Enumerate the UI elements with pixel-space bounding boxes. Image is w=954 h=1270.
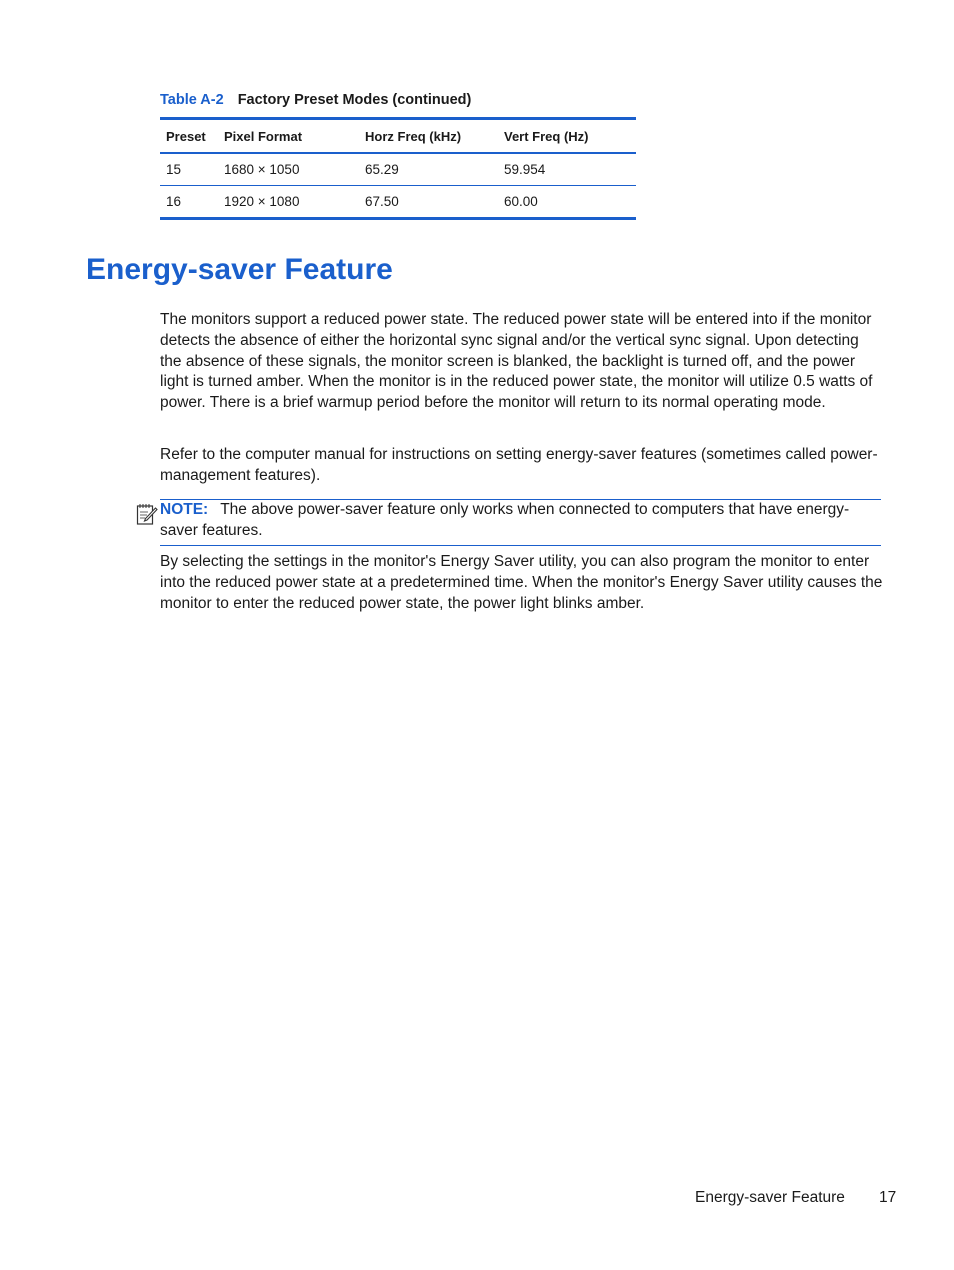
note-pencil-icon [136, 502, 158, 526]
note-text: The above power-saver feature only works when connected to computers that have energy-saver features. [160, 501, 850, 539]
cell-pixel-format: 1680 × 1050 [224, 162, 300, 177]
body-paragraph-1: The monitors support a reduced power state. The reduced power state will be entered into if the monitor detects the absence of either the horizontal sync signal and/or the vertical sync signal. Upon detecting the absence of these signals, the monitor screen is blanked, the backlight is turned off, and the power light is turned amber. When the monitor is in the reduced power state, the monitor will utilize 0.5 watts of power. There is a brief warmup period before the monitor will return to its normal operating mode. [160, 311, 873, 412]
cell-preset: 15 [166, 162, 182, 177]
table-title: Factory Preset Modes (continued) [237, 92, 472, 108]
body-paragraph-2: Refer to the computer manual for instructions on setting energy-saver features (sometimes called power-management features). [160, 446, 878, 484]
body-paragraph-3: By selecting the settings in the monitor's Energy Saver utility, you can also program the monitor to enter into the reduced power state at a predetermined time. When the monitor's Energy Saver utility causes the monitor to enter the reduced power state, the power light blinks amber. [160, 553, 883, 612]
note-box [160, 499, 881, 546]
cell-horz-freq: 65.29 [365, 162, 399, 177]
note-label: NOTE: [160, 501, 209, 518]
table-number: Table A-2 [160, 92, 224, 108]
header-horz-freq: Horz Freq (kHz) [359, 119, 498, 154]
table-row [160, 153, 636, 186]
cell-vert-freq: 59.954 [504, 162, 546, 177]
cell-horz-freq: 67.50 [359, 186, 498, 219]
header-preset: Preset [160, 119, 218, 154]
table-row [160, 186, 636, 219]
preset-modes-table [160, 117, 636, 220]
footer-page-number: 17 [879, 1189, 897, 1206]
table-caption [160, 92, 471, 108]
section-title: Energy-saver Feature [86, 253, 393, 286]
cell-vert-freq: 60.00 [498, 186, 636, 219]
footer-section-title: Energy-saver Feature [695, 1189, 845, 1206]
table-header-row [160, 119, 636, 154]
header-pixel-format: Pixel Format [218, 119, 359, 154]
cell-preset: 16 [160, 186, 218, 219]
header-vert-freq: Vert Freq (Hz) [498, 119, 636, 154]
cell-pixel-format: 1920 × 1080 [218, 186, 359, 219]
